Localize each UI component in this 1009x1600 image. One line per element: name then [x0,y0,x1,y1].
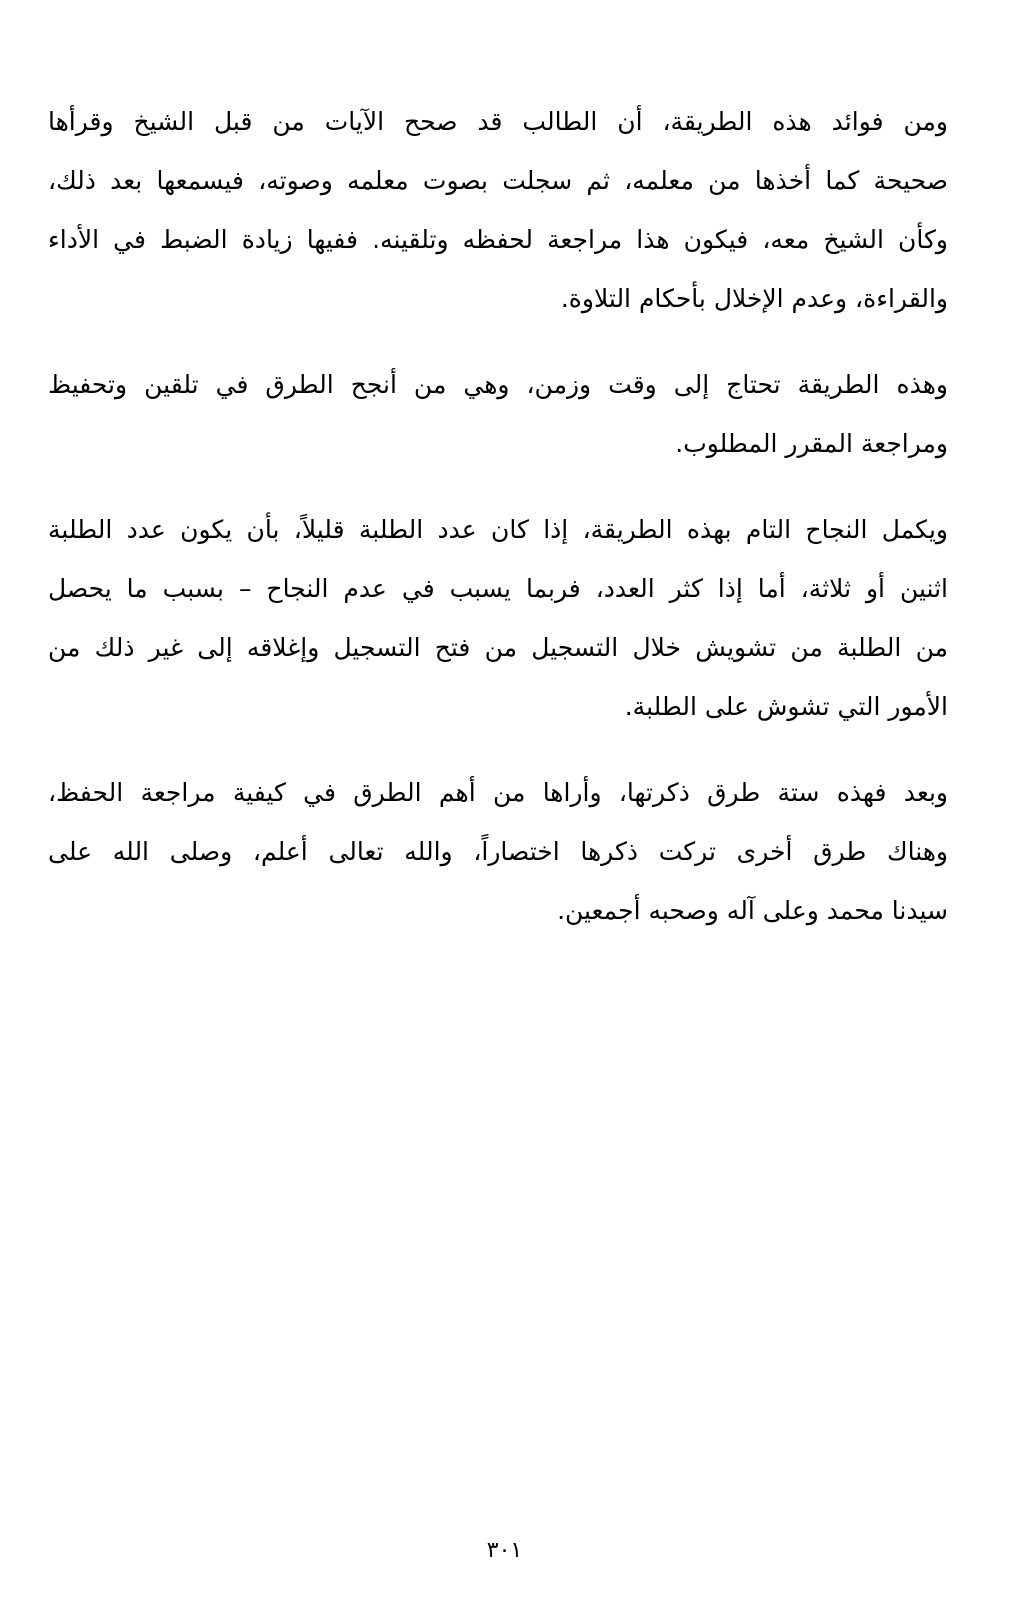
paragraph-success-conditions [48,500,948,736]
text-line: صحيحة كما أخذها من معلمه، ثم سجلت بصوت معلمه وصوته، فيسمعها بعد ذلك، [48,166,948,195]
text-line: وبعد فهذه ستة طرق ذكرتها، وأراها من أهم الطرق في كيفية مراجعة الحفظ، [48,778,948,807]
paragraph-benefits [48,92,948,328]
text-line: اثنين أو ثلاثة، أما إذا كثر العدد، فربما يسبب في عدم النجاح – بسبب ما يحصل [48,574,948,603]
page-number: ٣٠١ [486,1538,523,1563]
paragraph-conclusion [48,763,948,940]
text-line: وهناك طرق أخرى تركت ذكرها اختصاراً، والله تعالى أعلم، وصلى الله على [48,837,948,866]
page-body [48,92,948,967]
text-line: من الطلبة من تشويش خلال التسجيل من فتح التسجيل وإغلاقه إلى غير ذلك من [48,633,948,662]
text-line: الأمور التي تشوش على الطلبة. [624,692,948,721]
text-line: سيدنا محمد وعلى آله وصحبه أجمعين. [557,896,948,925]
text-line: وكأن الشيخ معه، فيكون هذا مراجعة لحفظه وتلقينه. ففيها زيادة الضبط في الأداء [48,225,948,254]
text-line: ومن فوائد هذه الطريقة، أن الطالب قد صحح الآيات من قبل الشيخ وقرأها [48,107,948,136]
paragraph-method-time [48,355,948,473]
text-line: ويكمل النجاح التام بهذه الطريقة، إذا كان عدد الطلبة قليلاً، بأن يكون عدد الطلبة [48,515,948,544]
text-line: وهذه الطريقة تحتاج إلى وقت وزمن، وهي من أنجح الطرق في تلقين وتحفيظ [48,370,948,399]
text-line: والقراءة، وعدم الإخلال بأحكام التلاوة. [560,284,948,313]
text-line: ومراجعة المقرر المطلوب. [675,429,948,458]
